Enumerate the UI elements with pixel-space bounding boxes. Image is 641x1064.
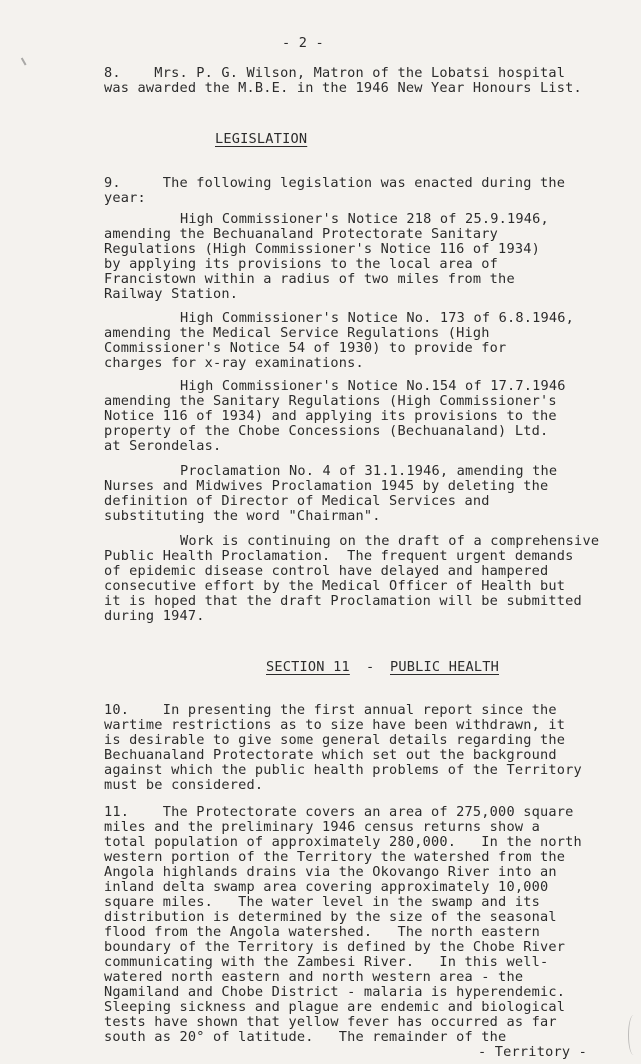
proclamation-line: definition of Director of Medical Services and [104, 493, 490, 509]
margin-mark [21, 53, 35, 66]
para11-line: western portion of the Territory the watershed from the [104, 849, 566, 865]
para11-line: flood from the Angola watershed. The north eastern [104, 924, 540, 940]
section-heading-left: SECTION 11 [266, 659, 350, 675]
para11-line: distribution is determined by the size of the seasonal [104, 909, 557, 925]
notice-173-line: amending the Medical Service Regulations (High [104, 325, 490, 341]
section-heading-dash: - [366, 659, 375, 675]
proclamation-line: substituting the word "Chairman". [104, 508, 381, 524]
para11-line: Sleeping sickness and plague are endemic and biological [104, 999, 566, 1015]
notice-173-line: High Commissioner's Notice No. 173 of 6.8.1946, [180, 310, 575, 326]
para10-line: wartime restrictions as to size have been withdrawn, it [104, 717, 566, 733]
para11-line: tests have shown that yellow fever has occurred as far [104, 1014, 557, 1030]
notice-218-line: by applying its provisions to the local area of [104, 256, 499, 272]
notice-218-line: High Commissioner's Notice 218 of 25.9.1946, [180, 211, 549, 227]
para11-line: watered north eastern and north western area - the [104, 969, 524, 985]
para8-line: 8. Mrs. P. G. Wilson, Matron of the Lobatsi hospital [104, 65, 566, 81]
para11-line: boundary of the Territory is defined by the Chobe River [104, 939, 566, 955]
para11-line: total population of approximately 280,000. In the north [104, 834, 582, 850]
para11-line: Angola highlands drains via the Okovango River into an [104, 864, 557, 880]
proclamation-line: Proclamation No. 4 of 31.1.1946, amending the [180, 463, 558, 479]
notice-154-line: Notice 116 of 1934) and applying its provisions to the [104, 408, 557, 424]
para11-line: square miles. The water level in the swamp and its [104, 894, 540, 910]
para10-line: against which the public health problems of the Territory [104, 762, 582, 778]
work-para-line: of epidemic disease control have delayed and hampered [104, 563, 549, 579]
para10-line: is desirable to give some general details regarding the [104, 732, 566, 748]
notice-218-line: Railway Station. [104, 286, 239, 302]
work-para-line: Work is continuing on the draft of a comprehensive [180, 533, 600, 549]
page-number: - 2 - [282, 35, 324, 51]
para8-line: was awarded the M.B.E. in the 1946 New Year Honours List. [104, 80, 582, 96]
work-para-line: during 1947. [104, 608, 205, 624]
legislation-heading: LEGISLATION [215, 131, 308, 147]
notice-218-line: Francistown within a radius of two miles from the [104, 271, 515, 287]
para11-line: miles and the preliminary 1946 census returns show a [104, 819, 540, 835]
work-para-line: Public Health Proclamation. The frequent urgent demands [104, 548, 574, 564]
notice-154-line: High Commissioner's Notice No.154 of 17.7.1946 [180, 378, 566, 394]
notice-218-line: amending the Bechuanaland Protectorate Sanitary [104, 226, 499, 242]
notice-218-line: Regulations (High Commissioner's Notice 116 of 1934) [104, 241, 540, 257]
para9-line: year: [104, 190, 146, 206]
para10-line: 10. In presenting the first annual report since the [104, 702, 557, 718]
para11-line: 11. The Protectorate covers an area of 275,000 square [104, 804, 574, 820]
para11-line: south as 20° of latitude. The remainder of the [104, 1029, 507, 1045]
para10-line: Bechuanaland Protectorate which set out the background [104, 747, 557, 763]
notice-154-line: amending the Sanitary Regulations (High Commissioner's [104, 393, 557, 409]
para9-line: 9. The following legislation was enacted during the [104, 175, 566, 191]
section-heading-right: PUBLIC HEALTH [390, 659, 499, 675]
notice-154-line: property of the Chobe Concessions (Bechuanaland) Ltd. [104, 423, 549, 439]
notice-173-line: charges for x-ray examinations. [104, 355, 364, 371]
catchword: - Territory - [478, 1044, 587, 1060]
para11-line: communicating with the Zambesi River. In this well- [104, 954, 549, 970]
work-para-line: consecutive effort by the Medical Officer of Health but [104, 578, 566, 594]
page-edge-mark [628, 1015, 639, 1055]
proclamation-line: Nurses and Midwives Proclamation 1945 by deleting the [104, 478, 549, 494]
notice-154-line: at Serondelas. [104, 438, 222, 454]
para11-line: Ngamiland and Chobe District - malaria is hyperendemic. [104, 984, 566, 1000]
para10-line: must be considered. [104, 777, 264, 793]
para11-line: inland delta swamp area covering approximately 10,000 [104, 879, 549, 895]
notice-173-line: Commissioner's Notice 54 of 1930) to provide for [104, 340, 507, 356]
work-para-line: it is hoped that the draft Proclamation will be submitted [104, 593, 582, 609]
